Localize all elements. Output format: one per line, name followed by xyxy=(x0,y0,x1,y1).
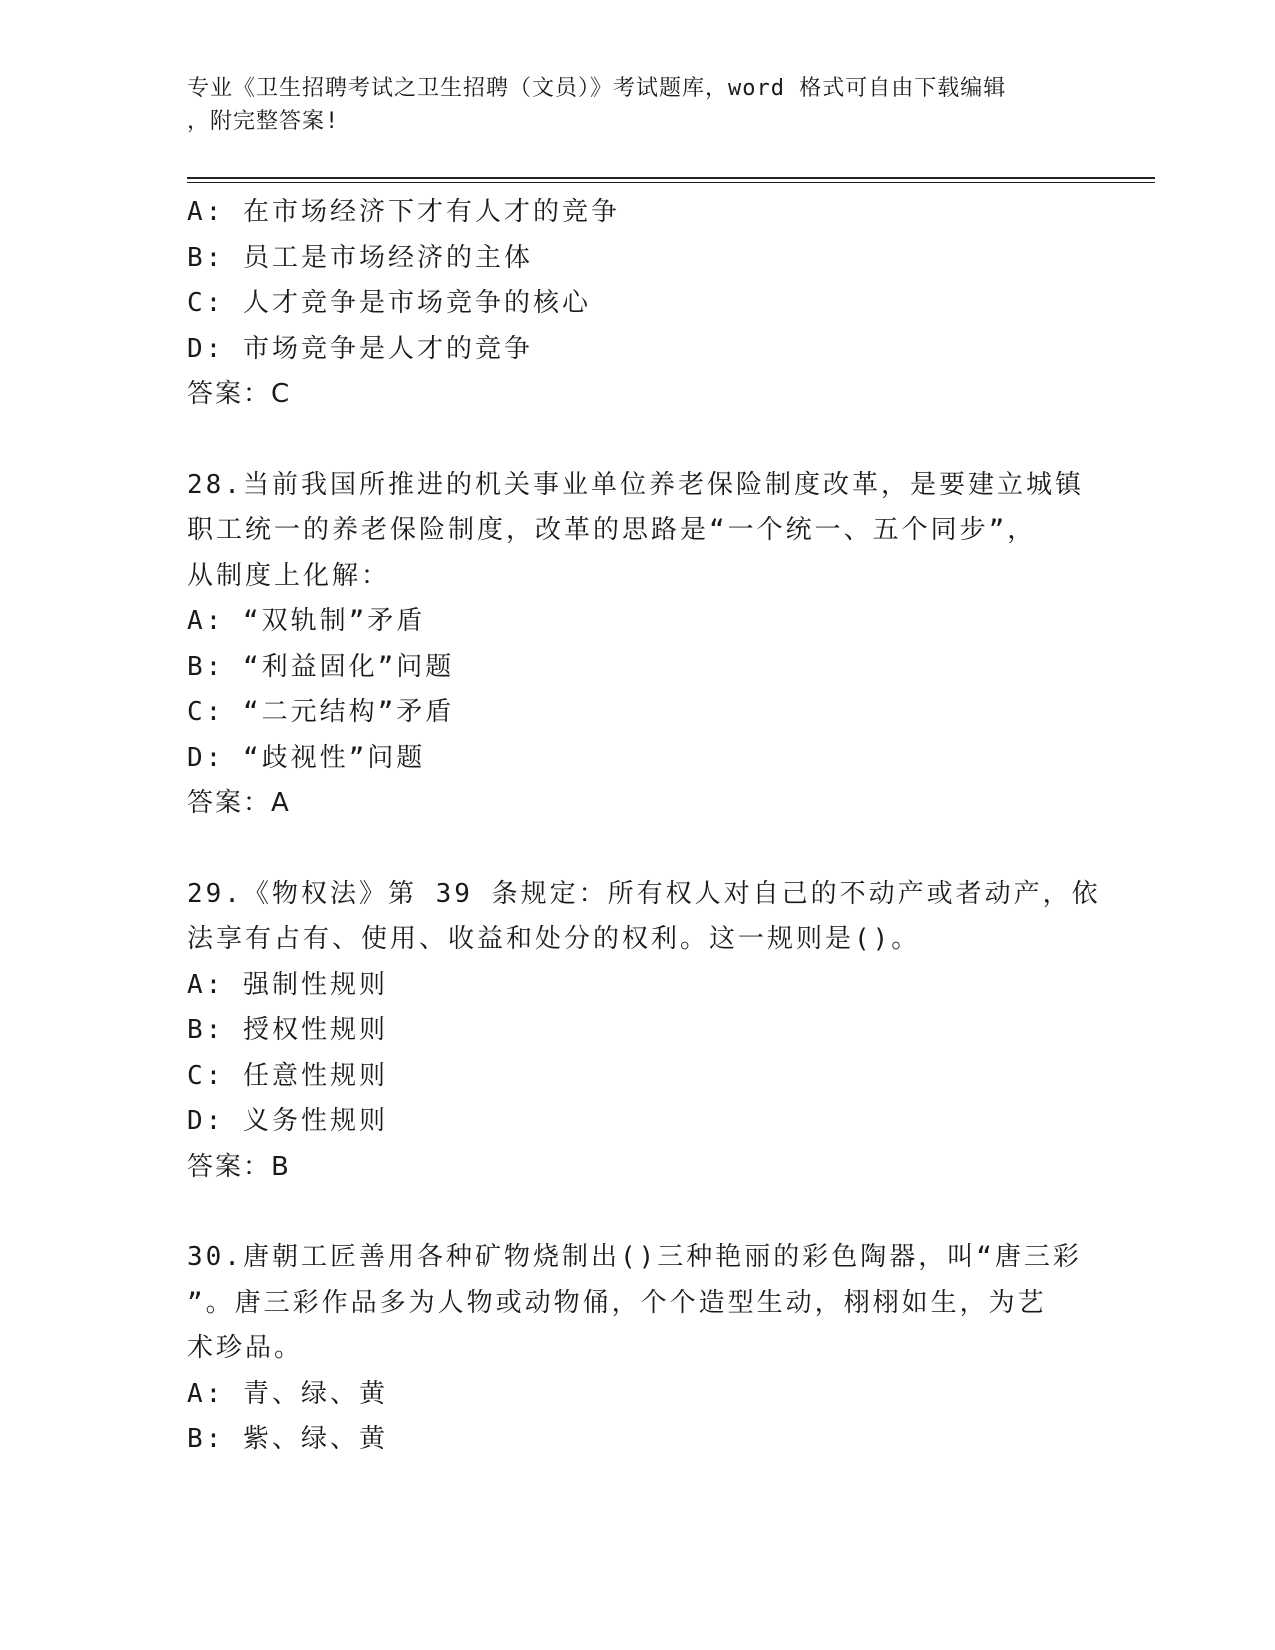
question-text: 30.唐朝工匠善用各种矿物烧制出()三种艳丽的彩色陶器，叫“唐三彩 xyxy=(187,1242,1082,1272)
option-b: B: 授权性规则 xyxy=(187,1015,388,1045)
option-a: A: 在市场经济下才有人才的竞争 xyxy=(187,197,620,227)
header-line-1: 专业《卫生招聘考试之卫生招聘（文员）》考试题库，word 格式可自由下载编辑 xyxy=(187,76,1007,101)
question-28 xyxy=(187,463,1087,827)
question-27 xyxy=(187,190,1087,418)
header-divider-thin xyxy=(187,182,1155,183)
option-c: C: “二元结构”矛盾 xyxy=(187,697,455,727)
question-list xyxy=(187,190,1101,1463)
option-a: A: 青、绿、黄 xyxy=(187,1378,388,1409)
option-b: B: 员工是市场经济的主体 xyxy=(187,242,533,273)
question-text: 职工统一的养老保险制度，改革的思路是“一个统一、五个同步”， xyxy=(187,515,1037,545)
question-text: 29.《物权法》第 39 条规定：所有权人对自己的不动产或者动产，依 xyxy=(187,878,1101,909)
option-d: D: “歧视性”问题 xyxy=(187,742,426,773)
document-header xyxy=(187,72,1067,138)
option-d: D: 市场竞争是人才的竞争 xyxy=(187,333,533,364)
answer: 答案：B xyxy=(187,1151,291,1182)
answer: 答案：A xyxy=(187,788,291,818)
option-b: B: “利益固化”问题 xyxy=(187,651,455,682)
option-d: D: 义务性规则 xyxy=(187,1106,388,1136)
question-29 xyxy=(187,872,1101,1191)
option-a: A: “双轨制”矛盾 xyxy=(187,606,426,636)
question-text: 术珍品。 xyxy=(187,1333,304,1363)
header-divider xyxy=(187,177,1155,179)
option-c: C: 任意性规则 xyxy=(187,1060,388,1091)
option-a: A: 强制性规则 xyxy=(187,969,388,1000)
question-text: 28.当前我国所推进的机关事业单位养老保险制度改革，是要建立城镇 xyxy=(187,469,1084,500)
question-text: 法享有占有、使用、收益和处分的权利。这一规则是()。 xyxy=(187,924,921,954)
option-c: C: 人才竞争是市场竞争的核心 xyxy=(187,288,591,318)
question-text: 从制度上化解： xyxy=(187,560,391,591)
question-30 xyxy=(187,1235,1087,1463)
question-text: ”。唐三彩作品多为人物或动物俑，个个造型生动，栩栩如生，为艺 xyxy=(187,1287,1047,1318)
header-line-2: ，附完整答案! xyxy=(187,109,340,134)
answer: 答案：C xyxy=(187,379,292,409)
option-b: B: 紫、绿、黄 xyxy=(187,1424,388,1454)
